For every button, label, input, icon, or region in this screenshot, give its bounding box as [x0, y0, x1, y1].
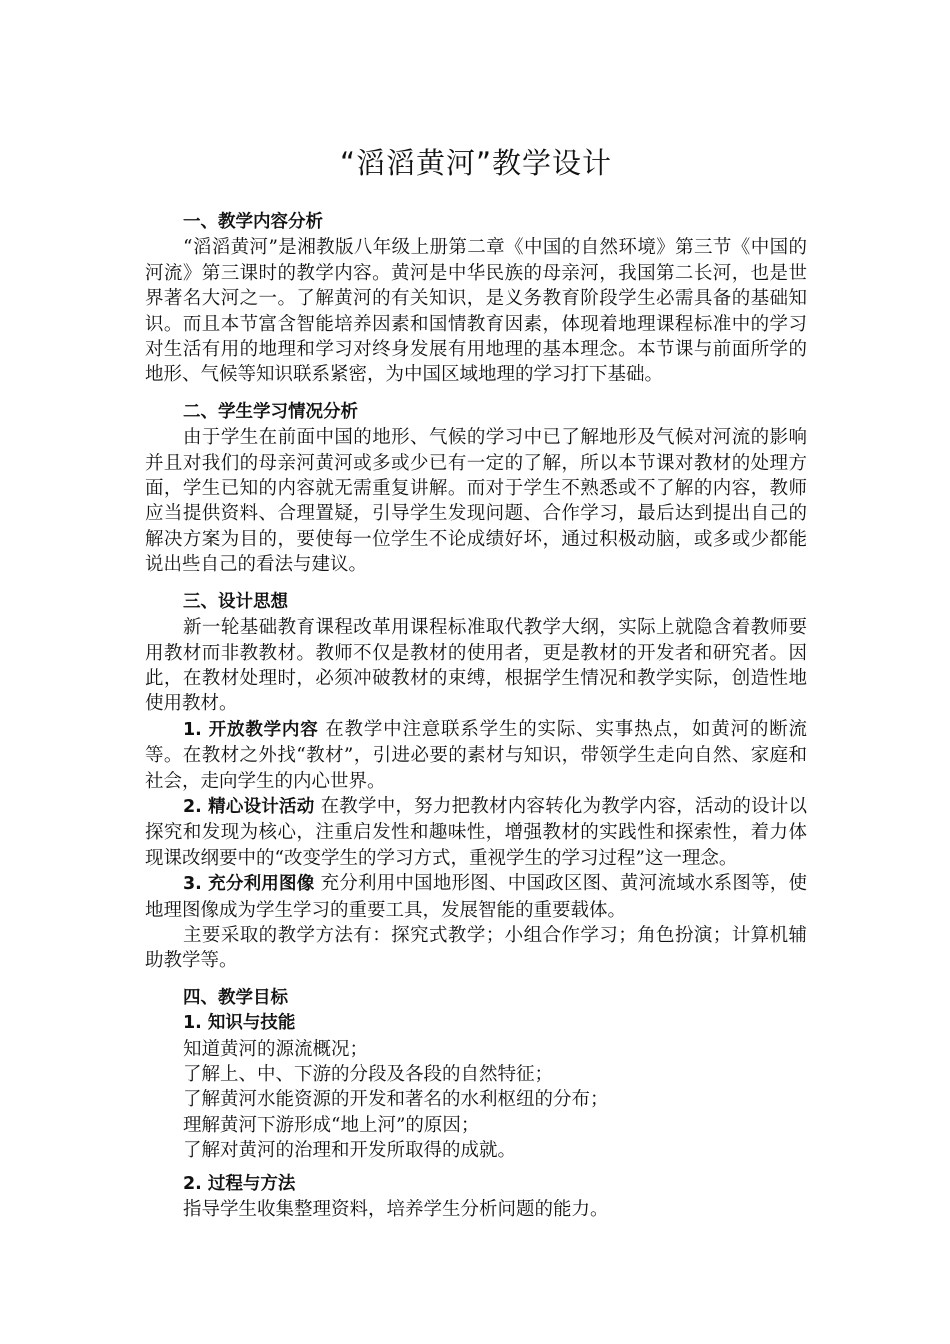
- goal-line: 了解上、中、下游的分段及各段的自然特征；: [183, 1064, 554, 1085]
- item-lead: 2. 精心设计活动: [183, 796, 315, 817]
- document-title: “滔滔黄河”教学设计: [339, 146, 613, 180]
- item-text: 充分利用中国地形图、中国政区图、黄河流域水系图等，使地理图像成为学生学习的重要工具，发展智能的重要载体。: [145, 873, 807, 921]
- document-body: [145, 210, 807, 1234]
- item-lead: 3. 充分利用图像: [183, 874, 315, 895]
- list-item: [145, 794, 807, 871]
- sub-heading: 1. 知识与技能: [183, 1013, 296, 1034]
- paragraph: 新一轮基础教育课程改革用课程标准取代教学大纲，实际上就隐含着教师要用教材而非教教材。教师不仅是教材的使用者，更是教材的开发者和研究者。因此，在教材处理时，必须冲破教材的束缚，根据学生情况和教学实际，创造性地使用教材。: [145, 617, 807, 715]
- section-student-analysis: [145, 400, 807, 578]
- sub-heading: 2. 过程与方法: [183, 1173, 296, 1194]
- goal-line: 知道黄河的源流概况；: [183, 1038, 369, 1060]
- item-text: 在教学中，努力把教材内容转化为教学内容，活动的设计以探究和发现为核心，注重启发性和趣味性，增强教材的实践性和探索性，着力体现课改纲要中的“改变学生的学习方式，重视学生的学习过程”这一理念。: [145, 795, 807, 869]
- paragraph: “滔滔黄河”是湘教版八年级上册第二章《中国的自然环境》第三节《中国的河流》第三课时的教学内容。黄河是中华民族的母亲河，我国第二长河，也是世界著名大河之一。了解黄河的有关知识，是义务教育阶段学生必需具备的基础知识。而且本节富含智能培养因素和国情教育因素，体现着地理课程标准中的学习对生活有用的地理和学习对终身发展有用地理的基本理念。本节课与前面所学的地形、气候等知识联系紧密，为中国区域地理的学习打下基础。: [145, 237, 807, 386]
- section-design-thinking: [145, 590, 807, 974]
- item-text: 在教学中注意联系学生的实际、实事热点，如黄河的断流等。在教材之外找“教材”，引进必要的素材与知识，带领学生走向自然、家庭和社会，走向学生的内心世界。: [145, 718, 807, 792]
- section-heading: 二、学生学习情况分析: [183, 401, 358, 422]
- paragraph: 主要采取的教学方法有：探究式教学；小组合作学习；角色扮演；计算机辅助教学等。: [145, 924, 807, 972]
- section-heading: 四、教学目标: [183, 987, 288, 1008]
- goal-line: 了解对黄河的治理和开发所取得的成就。: [183, 1140, 517, 1162]
- list-item: [145, 871, 807, 923]
- goal-line: 理解黄河下游形成“地上河”的原因；: [183, 1114, 480, 1136]
- item-lead: 1. 开放教学内容: [183, 719, 319, 740]
- section-heading: 三、设计思想: [183, 591, 288, 612]
- goal-line: 指导学生收集整理资料，培养学生分析问题的能力。: [183, 1199, 609, 1221]
- section-heading: 一、教学内容分析: [183, 212, 323, 232]
- list-item: [145, 717, 807, 794]
- section-teaching-goals: [145, 986, 807, 1223]
- goal-line: 了解黄河水能资源的开发和著名的水利枢纽的分布；: [183, 1089, 609, 1111]
- paragraph: 由于学生在前面中国的地形、气候的学习中已了解地形及气候对河流的影响并且对我们的母亲河黄河或多或少已有一定的了解，所以本节课对教材的处理方面，学生已知的内容就无需重复讲解。而对于学生不熟悉或不了解的内容，教师应当提供资料、合理置疑，引导学生发现问题、合作学习，最后达到提出自己的解决方案为目的，要使每一位学生不论成绩好坏，通过积极动脑，或多或少都能说出些自己的看法与建议。: [145, 427, 807, 576]
- section-content-analysis: [145, 210, 807, 388]
